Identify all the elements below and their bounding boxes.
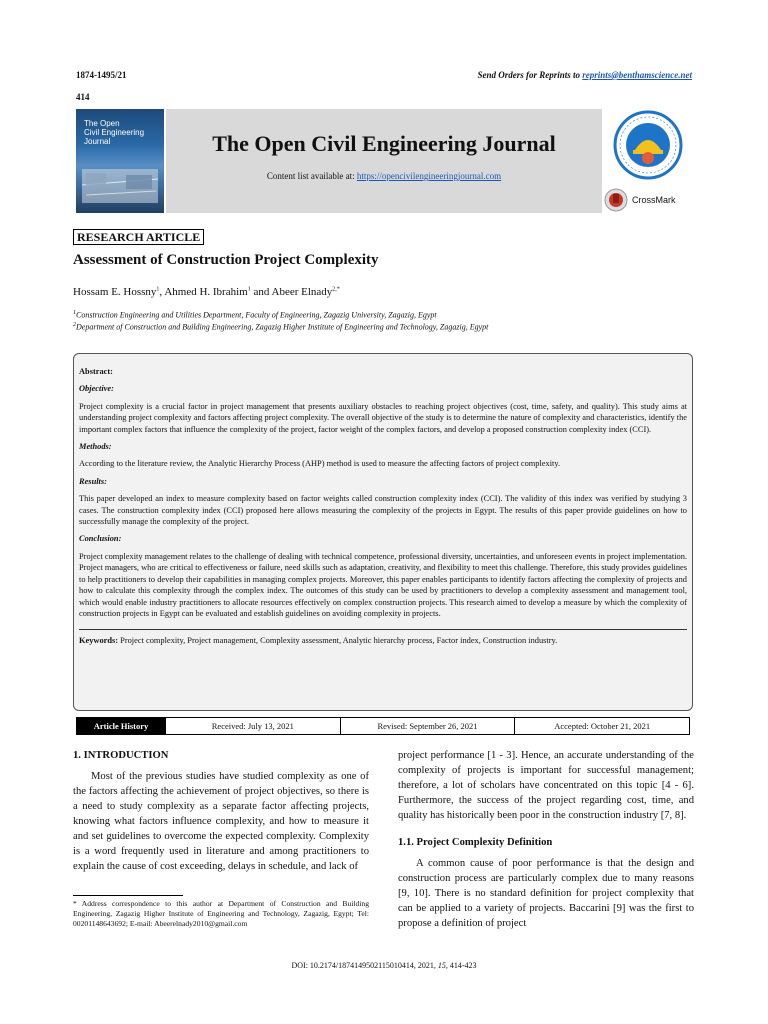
results-label: Results: <box>79 476 107 486</box>
right-column <box>398 748 694 931</box>
footnote-divider <box>73 895 183 896</box>
received-date: Received: July 13, 2021 <box>165 718 340 734</box>
keywords-label: Keywords: <box>79 636 119 646</box>
crossmark-icon <box>604 188 628 212</box>
article-type-label: RESEARCH ARTICLE <box>73 229 204 245</box>
right-paragraph-2: A common cause of poor performance is that the design and construction process are particularly complex due to many reasons [9, 10]. There is no standard definition for project complexity that can be applied to a variety of projects. Baccarini [9] was the first to propose a definition of project <box>398 858 694 929</box>
journal-logo <box>603 109 692 181</box>
journal-cover-image <box>76 109 164 213</box>
reprints-email-link[interactable]: reprints@benthamscience.net <box>582 70 692 80</box>
introduction-heading: 1. INTRODUCTION <box>73 750 169 761</box>
issn-number: 1874-1495/21 <box>76 70 127 80</box>
conclusion-text: Project complexity management relates to the challenge of dealing with technical competence, professional diversity, uncertainties, and unforeseen events in project implementation. Project managers, who are critical to effectiveness or failure, need skills such as adaptation, creativity, and flexibility to meet this challenge. Therefore, this study provides guidelines to help practitioners to develop their capabilities in managing complex projects. Moreover, this paper enables participants to identify factors affecting the complexity of projects and how to calculate this complexity through the complex index. The outcomes of this study can be used by practitioners to develop a complexity assessment and management tool, which would enable industry practitioners to allocate resources effectively on complex construction projects. This research aimed to develop a measure by which the complexity of construction projects in Egypt can be evaluated and establish guidelines on avoiding complexity in projects. <box>79 551 687 618</box>
conclusion-label: Conclusion: <box>79 534 122 544</box>
article-history-bar <box>76 717 690 735</box>
abstract-box <box>73 353 693 711</box>
correspondence-footnote: * Address correspondence to this author at Department of Construction and Building Engineering, Zagazig Higher Institute of Engineering and Technology, Zagazig, Egypt; Tel: 00201148643692; E-mail: Abeerelnady2010@gmail.com <box>73 899 369 928</box>
affiliation-2: $^2$Department of Construction and Building Engineering, Zagazig Higher Institute of Engineering and Technology, Zagazig, Egypt <box>73 322 489 332</box>
journal-url-link[interactable]: https://opencivilengineeringjournal.com <box>356 171 502 181</box>
objective-text: Project complexity is a crucial factor in project management that presents auxiliary obstacles to reaching project objectives (cost, time, safety, and quality). This study aims at understanding project complexity and factors affecting project complexity. The overall objective of the study is to determine the nature of complexity and characteristics, identify the important complex factors that influence the complexity of the project, factor weight of the complex factors, and develop a proposed construction complexity index (CCI). <box>79 401 687 434</box>
abstract-heading: Abstract: <box>79 367 113 376</box>
keywords-text: Project complexity, Project management, Complexity assessment, Analytic hierarchy process, Factor index, Construction industry. <box>118 636 558 646</box>
accepted-date: Accepted: October 21, 2021 <box>514 718 689 734</box>
affiliation-1: $^1$Construction Engineering and Utilities Department, Faculty of Engineering, Zagazig University, Zagazig, Egypt <box>73 310 437 320</box>
journal-seal-icon <box>613 110 683 180</box>
objective-label: Objective: <box>79 384 114 394</box>
page-number: 414 <box>76 92 90 102</box>
reprints-prefix: Send Orders for Reprints to <box>477 70 583 80</box>
subsection-heading: 1.1. Project Complexity Definition <box>398 837 553 848</box>
revised-date: Revised: September 26, 2021 <box>340 718 515 734</box>
article-title: Assessment of Construction Project Complexity <box>73 252 379 268</box>
keywords-line <box>79 629 687 646</box>
reprints-notice <box>477 70 692 80</box>
cover-building-graphic <box>76 109 164 213</box>
left-column <box>73 748 369 874</box>
author-list: Hossam E. Hossny$^1$, Ahmed H. Ibrahim$^1$ and Abeer Elnady$^{2,*}$ <box>73 286 340 298</box>
banner-title-panel <box>166 109 602 213</box>
cover-title: The Open Civil Engineering Journal <box>84 119 145 146</box>
journal-title: The Open Civil Engineering Journal <box>212 131 556 156</box>
methods-text: According to the literature review, the Analytic Hierarchy Process (AHP) method is used to measure the affecting factors of project complexity. <box>79 459 561 469</box>
content-list-line: Content list available at: https://opencivilengineeringjournal.com <box>266 171 502 181</box>
results-text: This paper developed an index to measure complexity based on factor weights called construction complexity index (CCI). The validity of this index was verified by studying 3 cases. The construction complexity index (CCI) proposed here allows measuring the complexity of the projects in Egypt. The results of this paper provide guidelines on how to successfully manage the complexity of the project. <box>79 494 687 527</box>
doi-footer: DOI: 10.2174/1874149502115010414, 2021, 15, 414-423 <box>291 961 477 970</box>
article-history-label: Article History <box>77 718 165 734</box>
crossmark-badge[interactable]: CrossMark <box>604 187 692 213</box>
right-paragraph-1: project performance [1 - 3]. Hence, an accurate understanding of the complexity of projects is important for successful management; therefore, a lot of scholars have concentrated on this topic [4 - 6]. Furthermore, the success of the project regarding cost, time, and quality has historically been poor in the construction industry [7, 8]. <box>398 750 694 821</box>
introduction-paragraph: Most of the previous studies have studied complexity as one of the factors affecting the achievement of project objectives, so there is a need to study complexity as a separate factor affecting projects, knowing what factors influence complexity, and how to measure it and set guidelines to overcome the expected complexity. Complexity is a word frequently used in literature and among practitioners to explain the cause of cost exceeding, delays in schedule, and lack of <box>73 771 369 872</box>
methods-label: Methods: <box>79 442 112 452</box>
journal-banner <box>76 109 692 213</box>
